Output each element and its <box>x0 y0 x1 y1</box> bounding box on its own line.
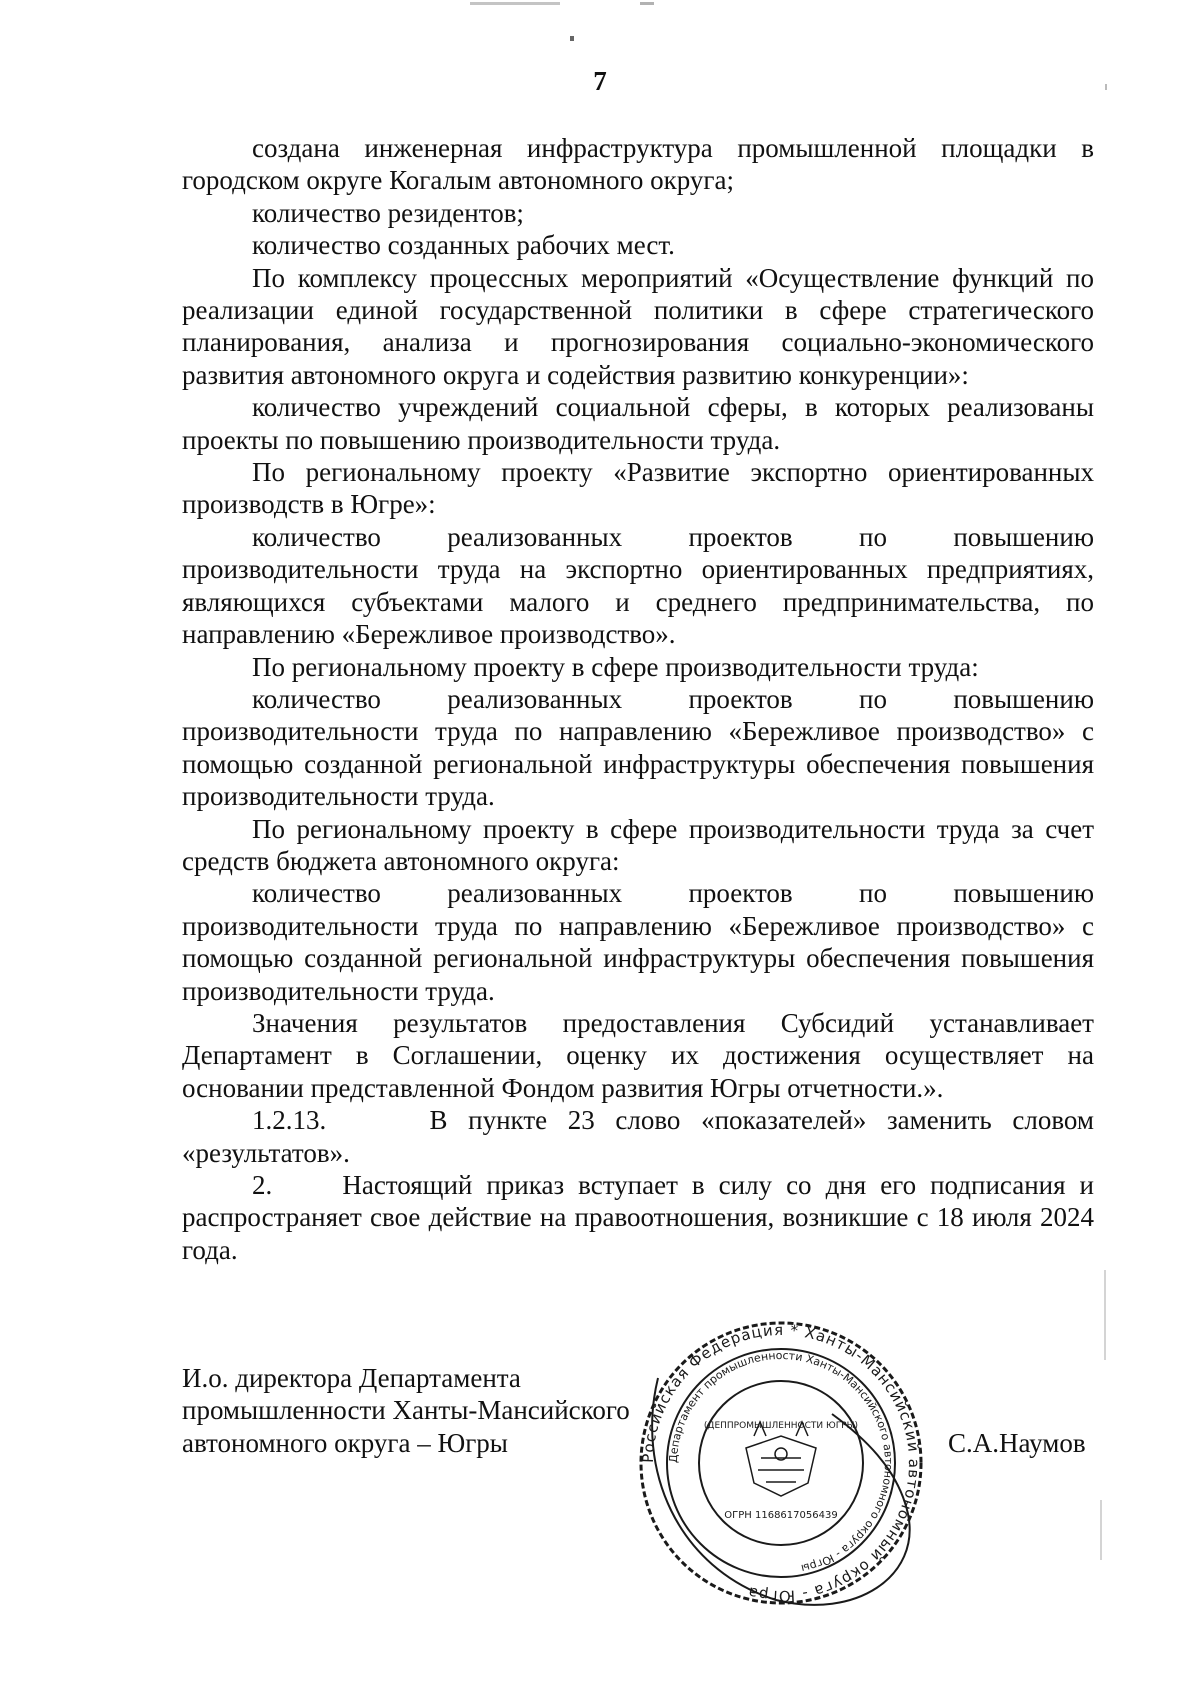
signatory-position-line: автономного округа – Югры <box>182 1427 508 1458</box>
paragraph: количество учреждений социальной сферы, в которых реализованы проекты по повышению производительности труда. <box>182 392 1094 455</box>
signatory-position <box>182 1362 630 1459</box>
paragraph: создана инженерная инфраструктура промышленной площадки в городском округе Когалым автономного округа; <box>182 133 1094 196</box>
seal-center-text: (ДЕППРОМЫШЛЕННОСТИ ЮГРЫ) <box>703 1421 859 1431</box>
paragraph: 2. Настоящий приказ вступает в силу со дня его подписания и распространяет свое действие на правоотношения, возникшие с 18 июля 2024 года. <box>182 1170 1101 1265</box>
signatory-position-line: промышленности Ханты-Мансийского <box>182 1395 630 1426</box>
page-number: 7 <box>593 66 607 96</box>
seal-emblem <box>746 1422 816 1496</box>
paragraph: количество созданных рабочих мест. <box>252 230 675 261</box>
seal-inner-text: Департамент промышленности Ханты-Мансийского автономного округа - Югры <box>666 1348 896 1575</box>
paragraph: количество реализованных проектов по повышению производительности труда на экспортно ориентированных предприятиях, являющихся субъектами малого и среднего предпринимательства, по направлению «Бережливое производство». <box>182 521 1094 650</box>
signatory-position-line: И.о. директора Департамента <box>182 1363 521 1393</box>
paragraph: По региональному проекту «Развитие экспортно ориентированных производств в Югре»: <box>182 457 1094 520</box>
paragraph: По региональному проекту в сфере производительности труда: <box>252 651 979 682</box>
body-text <box>182 132 1101 1266</box>
seal-outer-text: Российская Федерация * Ханты-Мансийский автономный округа - Югра <box>638 1320 924 1606</box>
seal-ogrn-text: ОГРН 1168617056439 <box>724 1510 838 1521</box>
paragraph: По комплексу процессных мероприятий «Осуществление функций по реализации единой государственной политики в сфере стратегического планирования, анализа и прогнозирования социально-экономического развития автономного округа и содействия развитию конкуренции»: <box>182 262 1094 390</box>
paragraph: количество резидентов; <box>252 197 524 228</box>
paragraph: количество реализованных проектов по повышению производительности труда по направлению «Бережливое производство» с помощью созданной региональной инфраструктуры обеспечения повышения производительности труда. <box>182 878 1094 1006</box>
signatory-name: С.А.Наумов <box>948 1428 1086 1458</box>
paragraph: 1.2.13. В пункте 23 слово «показателей» заменить словом «результатов». <box>182 1105 1101 1168</box>
paragraph: количество реализованных проектов по повышению производительности труда по направлению «Бережливое производство» с помощью созданной региональной инфраструктуры обеспечения повышения производительности труда. <box>182 683 1094 812</box>
paragraph: По региональному проекту в сфере производительности труда за счет средств бюджета автономного округа: <box>182 813 1094 876</box>
paragraph: Значения результатов предоставления Субсидий устанавливает Департамент в Соглашении, оценку их достижения осуществляет на основании представленной Фондом развития Югры отчетности.». <box>182 1007 1094 1103</box>
official-seal <box>636 1318 926 1608</box>
